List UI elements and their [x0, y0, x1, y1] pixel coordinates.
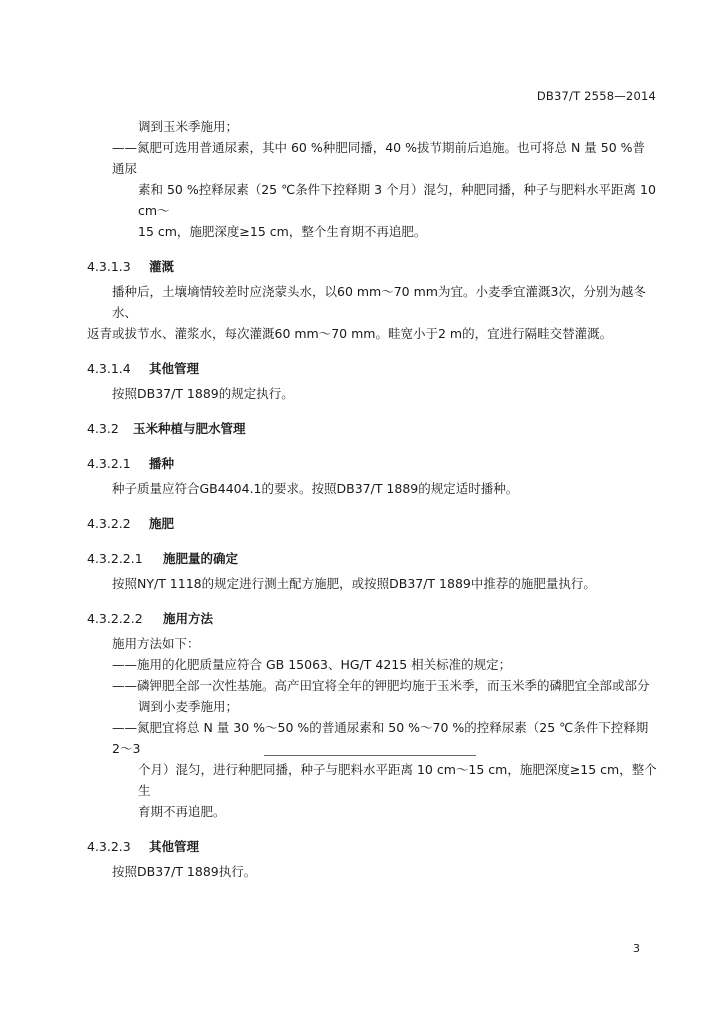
paragraph: 按照DB37/T 1889的规定执行。 [112, 386, 294, 401]
paragraph: 按照DB37/T 1889执行。 [112, 864, 257, 879]
section-number: 4.3.2.2.2 [87, 611, 143, 626]
document-body [87, 116, 657, 882]
section-title: 其他管理 [149, 839, 200, 854]
section-heading [87, 608, 657, 629]
paragraph: 种子质量应符合GB4404.1的要求。按照DB37/T 1889的规定适时播种。 [112, 481, 519, 496]
standard-code-header: DB37/T 2558—2014 [536, 89, 656, 103]
section-heading [87, 836, 657, 857]
end-of-document-rule [264, 755, 476, 756]
list-item-continuation: 育期不再追肥。 [138, 804, 226, 819]
section-number: 4.3.1.3 [87, 259, 131, 274]
list-item-continuation: 素和 50 %控释尿素（25 ℃条件下控释期 3 个月）混匀，种肥同播，种子与肥料水平距离 10 cm～ [138, 182, 656, 218]
section-title: 其他管理 [149, 361, 200, 376]
paragraph: 按照NY/T 1118的规定进行测土配方施肥，或按照DB37/T 1889中推荐的施肥量执行。 [112, 576, 596, 591]
section-number: 4.3.2.3 [87, 839, 131, 854]
section-heading [87, 453, 657, 474]
list-item-continuation: 调到小麦季施用； [138, 699, 239, 714]
section-number: 4.3.2.1 [87, 456, 131, 471]
section-number: 4.3.2 [87, 421, 119, 436]
section-title: 灌溉 [149, 259, 175, 274]
paragraph: 播种后，土壤墒情较差时应浇蒙头水，以60 mm～70 mm为宜。小麦季宜灌溉3次，分别为越冬水、 [112, 284, 646, 320]
section-number: 4.3.1.4 [87, 361, 131, 376]
section-number: 4.3.2.2.1 [87, 551, 143, 566]
section-heading [87, 418, 657, 439]
section-heading [87, 548, 657, 569]
list-item: ——施用的化肥质量应符合 GB 15063、HG/T 4215 相关标准的规定； [112, 657, 512, 672]
list-item-nitrogen: ——氮肥可选用普通尿素，其中 60 %种肥同播，40 %拔节期前后追施。也可将总 N 量 50 %普通尿 [112, 140, 646, 176]
section-heading [87, 513, 657, 534]
paragraph-line: 调到玉米季施用； [138, 119, 239, 134]
paragraph: 施用方法如下： [112, 636, 200, 651]
paragraph-continuation: 返青或拔节水、灌浆水，每次灌溉60 mm～70 mm。畦宽小于2 m的，宜进行隔畦交替灌溉。 [87, 326, 613, 341]
list-item-continuation: 个月）混匀，进行种肥同播，种子与肥料水平距离 10 cm～15 cm，施肥深度≥15 cm，整个生 [138, 762, 657, 798]
list-item: ——磷钾肥全部一次性基施。高产田宜将全年的钾肥均施于玉米季，而玉米季的磷肥宜全部或部分 [112, 678, 650, 693]
section-title: 播种 [149, 456, 175, 471]
list-item-continuation: 15 cm，施肥深度≥15 cm，整个生育期不再追肥。 [138, 224, 427, 239]
section-heading [87, 256, 657, 277]
list-item: ——氮肥宜将总 N 量 30 %～50 %的普通尿素和 50 %～70 %的控释尿素（25 ℃条件下控释期 2～3 [112, 720, 649, 756]
section-number: 4.3.2.2 [87, 516, 131, 531]
section-title: 施肥 [149, 516, 175, 531]
section-title: 玉米种植与肥水管理 [133, 421, 246, 436]
section-title: 施用方法 [163, 611, 214, 626]
section-heading [87, 358, 657, 379]
page-number: 3 [633, 942, 640, 955]
section-title: 施肥量的确定 [163, 551, 239, 566]
